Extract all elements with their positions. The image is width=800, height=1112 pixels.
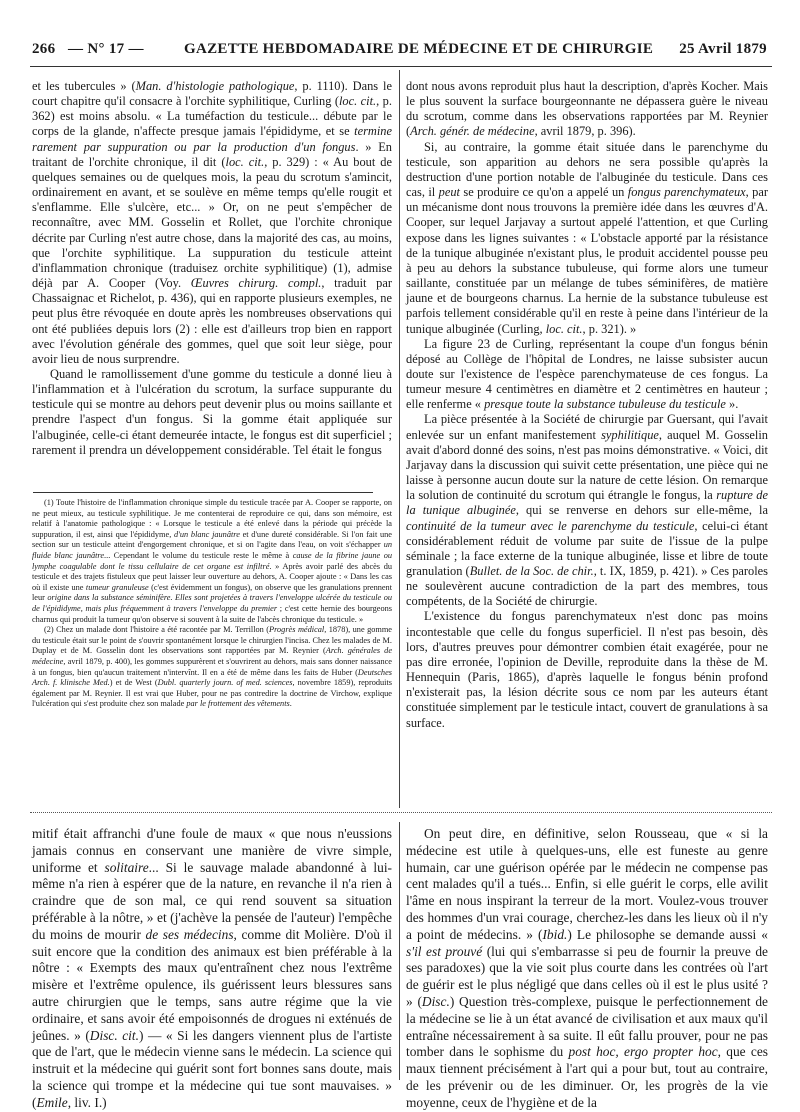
paragraph: La pièce présentée à la Société de chirurgie par Guersant, qui l'avait enlevée sur un enfant manifestement syphilitique, auquel M. Gosselin avait d'abord donné des soins, n'est pas moins démonstrative. « Voici, dit Jarjavay dans la discussion qui suivit cette présentation, une pièce qui ne laisse à personne aucun doute sur la nature de cette lésion. On remarque la solution de continuité du scrotum qui étrangle le fongus, la rupture de la tunique albuginée, qui se renverse en dehors sur elle-même, la continuité de la tumeur avec le parenchyme du testicule, celui-ci étant considérablement réduit de volume par suite de l'issue de la pulpe séminale ; la face externe de la tunique albuginée, lisse et libre de toute granulation (Bullet. de la Soc. de chir., t. IX, 1859, p. 421). » Ces paroles ne soulevèrent aucune contradiction de la part des membres, tous compétents, de la Société de chirurgie. bbox=[406, 412, 769, 609]
running-header bbox=[32, 41, 767, 63]
paragraph: Quand le ramollissement d'une gomme du testicule a donné lieu à l'inflammation et à l'ulcération du scrotum, la surface suppurante du testicule qui se montre au dehors peut devenir plus ou moins saillante et prendre l'aspect d'un fongus. Si la gomme était appliquée sur l'albuginée, celle-ci étant demeurée intacte, le fongus est dit superficiel ; rarement il prendra un développement considérable. Tel était le fongus bbox=[32, 366, 392, 457]
column-divider bbox=[399, 70, 400, 808]
header-rule bbox=[30, 66, 772, 67]
paragraph: Si, au contraire, la gomme était située dans le parenchyme du testicule, son apparition au dehors ne sera possible qu'après la destruction d'une portion notable de l'albuginée du testicule. Dans ces cas, il peut se produire ce qu'on a appelé un fongus parenchymateux, par un mécanisme dont nous trouvons la première idée dans les œuvres d'A. Cooper, sur lequel Jarjavay a surtout appelé l'attention, et que Curling expose dans les lignes suivantes : « L'obstacle apporté par la résistance de la tunique albuginée n'existant plus, le produit accidentel pousse peu à peu au dehors la substance tubuleuse, qui forme alors une tumeur saillante, constituée par un mélange de tubes séminifères, de matière jaune et de bourgeons charnus. La hernie de la substance tubuleuse est parfois tellement considérable qu'il en reste à peine dans l'intérieur de la tunique albuginée (Curling, loc. cit., p. 321). » bbox=[406, 139, 768, 336]
issue-number: — N° 17 — bbox=[68, 41, 144, 57]
feuilleton-right bbox=[406, 826, 769, 1110]
right-column bbox=[406, 79, 768, 806]
footnotes bbox=[32, 498, 392, 804]
paragraph: On peut dire, en définitive, selon Rousseau, que « si la médecine est utile à quelques-uns, elle est funeste au genre humain, car une guérison opérée par le médecin ne compense pas cent malades qu'il a tués... Enfin, si elle guérit le corps, elle avilit l'âme en nous inspirant la terreur de la mort. Voulez-vous trouver des hommes d'un vrai courage, cherchez-les dans les lieux où il n'y a point de médecins. » (Ibid.) Le philosophe se demande aussi « s'il est prouvé (lui qui s'embarrasse si peu de fournir la preuve de ses paradoxes) que la vie soit plus courte dans les contrées où l'art de guérir est le plus négligé que dans celles où il est le plus usité ? » (Disc.) Question très-complexe, puisque le perfectionnement de la médecine se lie à un état avancé de civilisation et aux maux qu'il entraîne nécessairement à sa suite. Il eût fallu prouver, pour ne pas tomber dans le sophisme du post hoc, ergo propter hoc, que ces maux tiennent précisément à l'art qui a pour but, tout au contraire, de les prévenir ou de les diminuer. Or, les progrès de la vie moyenne, ceux de l'hygiène et de la bbox=[406, 826, 769, 1110]
footnote-1: (1) Toute l'histoire de l'inflammation chronique simple du testicule tracée par A. Cooper se rapporte, on ne peut mieux, au testicule syphilitique. Je me contenterai de reproduire ce qui, dans son mémoire, est relatif à l'anatomie pathologique : « Lorsque le testicule a été enlevé dans la période qui précède la suppuration, il est, ainsi que l'épididyme, d'un blanc jaunâtre et d'une dureté considérable. Si l'on fait une section sur un testicule atteint d'engorgement chronique, et si on l'agite dans l'eau, on voit s'échapper un fluide blanc jaunâtre... Cependant le volume du testicule reste le même à cause de la fibrine jaune ou lymphe coagulable dont le tissu cellulaire de cet organe est infiltré. » Après avoir parlé des abcès du testicule et des trajets fistuleux que peut laisser leur ouverture au dehors, A. Cooper ajoute : « Dans les cas où il existe une tumeur granuleuse (c'est évidemment un fongus), on observe que les granulations prennent leur origine dans la substance séminifère. Elles sont projetées à travers l'enveloppe ulcérée du testicule ou de l'épididyme, mais plus fréquemment à travers l'enveloppe du premier ; c'est cette hernie des bourgeons charnus qui produit la tumeur qu'on observe si souvent à la suite de l'abcès chronique du testicule. » bbox=[32, 498, 393, 624]
issue-date: 25 Avril 1879 bbox=[679, 41, 767, 57]
page-number: 266 bbox=[32, 41, 56, 57]
paragraph: et les tubercules » (Man. d'histologie pathologique, p. 1110). Dans le court chapitre qu'il consacre à l'orchite syphilitique, Curling (loc. cit., p. 362) est moins absolu. « La tuméfaction du testicule... débute par le corps de la glande, n'affecte presque jamais l'épididyme, et se termine rarement par suppuration ou par la production d'un fongus. » En traitant de l'orchite chronique, il dit (loc. cit., p. 329) : « Au bout de quelques semaines ou de quelques mois, la peau du scrotum s'amincit, ordinairement en avant, et se soulève en même temps qu'elle rougit et s'enflamme. Elle s'ulcère, etc... » Or, on ne peut s'empêcher de reconnaître, avec MM. Gosselin et Rollet, que l'orchite chronique décrite par Curling n'est autre chose, dans la majorité des cas, au moins, que l'orchite syphilitique. La suppuration du testicule atteint d'inflammation chronique (traduisez orchite syphilitique) (1), admise déjà par A. Cooper (Voy. Œuvres chirurg. compl., traduit par Chassaignac et Richelot, p. 436), qui en rapporte plusieurs exemples, ne peut plus être révoquée en doute après les nombreuses observations qui ont été publiées depuis lors (2) : elle est d'ailleurs trop bien en rapport avec l'évolution générale des gommes, quel que soit leur siège, pour avoir lieu de nous surprendre. bbox=[32, 79, 392, 366]
left-column bbox=[32, 79, 392, 487]
paragraph: L'existence du fongus parenchymateux n'est donc pas moins incontestable que celle du fongus superficiel. Il n'est pas besoin, dès lors, d'autres preuves pour démontrer combien était exagérée, pour ne pas dire erronée, l'opinion de Deville, reproduite dans la thèse de M. Hennequin (Paris, 1865), d'après laquelle le fongus bénin profond n'existerait pas, la lésion décrite sous ce nom par les auteurs étant constituée simplement par le testicule intact, couvert de granulations à sa surface. bbox=[406, 609, 768, 730]
paragraph: La figure 23 de Curling, représentant la coupe d'un fongus bénin déposé au Collège de l'hôpital de Londres, ne laisse subsister aucun doute sur l'existence de l'espèce parenchymateuse de ces fongus. La tumeur mesure 4 centimètres en diamètre et 2 centimètres en hauteur ; elle renferme « presque toute la substance tubuleuse du testicule ». bbox=[406, 336, 768, 412]
feuilleton-separator bbox=[30, 812, 772, 813]
feuilleton-divider bbox=[399, 822, 400, 1080]
paragraph: dont nous avons reproduit plus haut la description, d'après Kocher. Mais le plus souvent la surface bourgeonnante ne dépassera guère le niveau du scrotum, comme dans les observations rapportées par M. Reynier (Arch. génér. de médecine, avril 1879, p. 396). bbox=[406, 79, 768, 139]
footnote-separator bbox=[33, 492, 373, 493]
feuilleton-left bbox=[32, 826, 393, 1110]
footnote-2: (2) Chez un malade dont l'histoire a été racontée par M. Terrillon (Progrès médical, 1878), une gomme du testicule était sur le point de s'ouvrir spontanément lorsque le chirurgien l'incisa. Chez les malades de M. Duplay et de M. Gosselin dont les observations sont rapportées par M. Reynier (Arch. générales de médecine, avril 1879, p. 400), les gommes suppurèrent et s'ouvrirent au dehors, mais sans donner naissance à un fongus, bien qu'aucun traitement n'intervînt. Il en a été de même dans les faits de Huber (Deutsches Arch. f. klinische Med.) et de West (Dubl. quarterly journ. of med. sciences, novembre 1859), reproduits également par M. Reynier. Il est vrai que Huber, pour ne pas contredire la doctrine de Virchow, explique l'ulcération qui s'est produite chez son malade par le frottement des vêtements. bbox=[32, 625, 393, 709]
paragraph: mitif était affranchi d'une foule de maux « que nous n'eussions jamais connus en conservant une manière de vivre simple, uniforme et solitaire... Si le sauvage malade abandonné à lui-même n'a rien à espérer que de la nature, en revanche il n'a rien à craindre que de son mal, ce qui rend souvent sa situation préférable à la nôtre, » et (j'achève la pensée de l'auteur) l'empêche du moins de mourir de ses médecins, comme dit Molière. D'où il suit encore que la condition des animaux est bien préférable à la nôtre : « Exempts des maux qu'entraînent chez nous l'extrême misère et l'extrême opulence, ils guérissent leurs blessures sans autre chirurgien que le temps, sans autre régime que la vie ordinaire, et sans avoir été empoisonnés de drogues ni exténués de jeûnes. » (Disc. cit.) — « Si les dangers viennent plus de l'artiste que de l'art, que le médecin vienne sans le médecin. La science qui instruit et la médecine qui guérit sont fort bonnes sans doute, mais la science qui trompe et la médecine qui tue sont mauvaises. » (Emile, liv. I.) bbox=[32, 826, 393, 1110]
journal-title: GAZETTE HEBDOMADAIRE DE MÉDECINE ET DE CHIRURGIE bbox=[184, 41, 654, 57]
